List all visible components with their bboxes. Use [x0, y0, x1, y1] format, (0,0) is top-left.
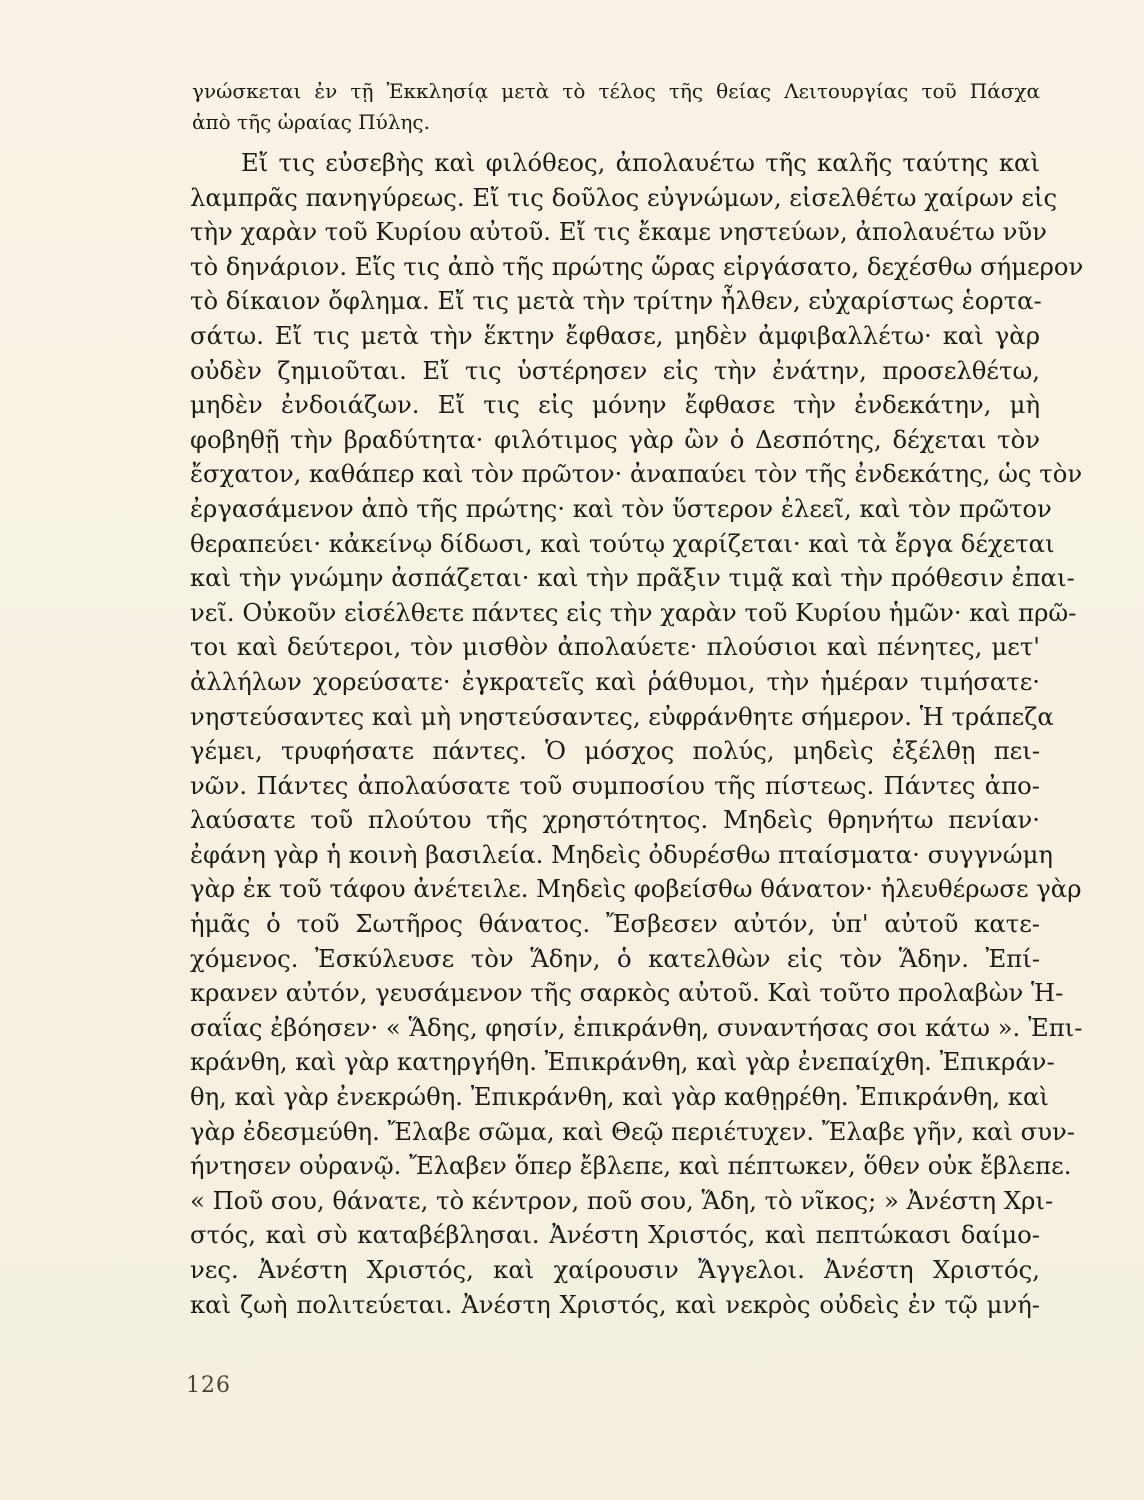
- body-line: κράνθη, καὶ γὰρ κατηργήθη. Ἐπικράνθη, καὶ γὰρ ἐνεπαίχθη. Ἐπικράν-: [190, 1047, 1055, 1077]
- body-line: γὰρ ἐδεσμεύθη. Ἔλαβε σῶμα, καὶ Θεῷ περιέτυχεν. Ἔλαβε γῆν, καὶ συν-: [190, 1116, 1075, 1146]
- body-line: οὐδὲν ζημιοῦται. Εἴ τις ὑστέρησεν εἰς τὴν ἐνάτην, προσελθέτω,: [190, 355, 1040, 385]
- body-line: χόμενος. Ἐσκύλευσε τὸν Ἅδην, ὁ κατελθὼν εἰς τὸν Ἅδην. Ἐπί-: [190, 943, 1040, 973]
- body-line: θη, καὶ γὰρ ἐνεκρώθη. Ἐπικράνθη, καὶ γὰρ καθῃρέθη. Ἐπικράνθη, καὶ: [190, 1082, 1049, 1112]
- body-line: τοι καὶ δεύτεροι, τὸν μισθὸν ἀπολαύετε· πλούσιοι καὶ πένητες, μετ': [190, 632, 1040, 662]
- body-line: ἐργασάμενον ἀπὸ τῆς πρώτης· καὶ τὸν ὕστερον ἐλεεῖ, καὶ τὸν πρῶτον: [190, 493, 1052, 523]
- body-line: τὸ δηνάριον. Εἴς τις ἀπὸ τῆς πρώτης ὥρας εἰργάσατο, δεχέσθω σήμερον: [190, 251, 1084, 281]
- homily-text: [190, 146, 1084, 1322]
- body-line: φοβηθῇ τὴν βραδύτητα· φιλότιμος γὰρ ὢν ὁ Δεσπότης, δέχεται τὸν: [190, 424, 1040, 454]
- body-line: λαύσατε τοῦ πλούτου τῆς χρηστότητος. Μηδεὶς θρηνήτω πενίαν·: [190, 805, 1040, 835]
- body-line: καὶ τὴν γνώμην ἀσπάζεται· καὶ τὴν πρᾶξιν τιμᾷ καὶ τὴν πρόθεσιν ἐπαι-: [190, 563, 1075, 593]
- body-line: σαΐας ἐβόησεν· « Ἅδης, φησίν, ἐπικράνθη, συναντήσας σοι κάτω ». Ἐπι-: [190, 1012, 1083, 1042]
- body-line: τὸ δίκαιον ὄφλημα. Εἴ τις μετὰ τὴν τρίτην ἦλθεν, εὐχαρίστως ἑορτα-: [190, 286, 1042, 316]
- body-line: ἡμᾶς ὁ τοῦ Σωτῆρος θάνατος. Ἔσβεσεν αὐτόν, ὑπ' αὐτοῦ κατε-: [190, 909, 1040, 939]
- body-line: μηδὲν ἐνδοιάζων. Εἴ τις εἰς μόνην ἔφθασε τὴν ἐνδεκάτην, μὴ: [190, 390, 1040, 420]
- body-line: θεραπεύει· κἀκείνῳ δίδωσι, καὶ τούτῳ χαρίζεται· καὶ τὰ ἔργα δέχεται: [190, 528, 1055, 558]
- intro-line: γνώσκεται ἐν τῇ Ἐκκλησίᾳ μετὰ τὸ τέλος τῆς θείας Λειτουργίας τοῦ Πάσχα: [192, 79, 1040, 103]
- body-line: νηστεύσαντες καὶ μὴ νηστεύσαντες, εὐφράνθητε σήμερον. Ἡ τράπεζα: [190, 701, 1054, 731]
- body-line: νῶν. Πάντες ἀπολαύσατε τοῦ συμποσίου τῆς πίστεως. Πάντες ἀπο-: [190, 770, 1040, 800]
- body-line: νεῖ. Οὐκοῦν εἰσέλθετε πάντες εἰς τὴν χαρὰν τοῦ Κυρίου ἡμῶν· καὶ πρῶ-: [190, 597, 1077, 627]
- body-line: γέμει, τρυφήσατε πάντες. Ὁ μόσχος πολύς, μηδεὶς ἐξέλθῃ πει-: [190, 736, 1040, 766]
- body-line: ήντησεν οὐρανῷ. Ἔλαβεν ὅπερ ἔβλεπε, καὶ πέπτωκεν, ὅθεν οὐκ ἔβλεπε.: [190, 1151, 1072, 1181]
- body-line: καὶ ζωὴ πολιτεύεται. Ἀνέστη Χριστός, καὶ νεκρὸς οὐδεὶς ἐν τῷ μνή-: [190, 1289, 1040, 1319]
- body-line: κρανεν αὐτόν, γευσάμενον τῆς σαρκὸς αὐτοῦ. Καὶ τοῦτο προλαβὼν Ἡ-: [190, 978, 1064, 1008]
- body-line: γὰρ ἐκ τοῦ τάφου ἀνέτειλε. Μηδεὶς φοβείσθω θάνατον· ἠλευθέρωσε γὰρ: [190, 874, 1082, 904]
- body-line: νες. Ἀνέστη Χριστός, καὶ χαίρουσιν Ἄγγελοι. Ἀνέστη Χριστός,: [190, 1255, 1040, 1284]
- body-line: ἀλλήλων χορεύσατε· ἐγκρατεῖς καὶ ῥάθυμοι, τὴν ἡμέραν τιμήσατε·: [190, 666, 1040, 696]
- intro-text: [192, 76, 1040, 138]
- body-line: « Ποῦ σου, θάνατε, τὸ κέντρον, ποῦ σου, Ἅδη, τὸ νῖκος; » Ἀνέστη Χρι-: [190, 1185, 1054, 1215]
- body-line: λαμπρᾶς πανηγύρεως. Εἴ τις δοῦλος εὐγνώμων, εἰσελθέτω χαίρων εἰς: [190, 182, 1058, 212]
- body-line: σάτω. Εἴ τις μετὰ τὴν ἕκτην ἔφθασε, μηδὲν ἀμφιβαλλέτω· καὶ γὰρ: [190, 320, 1040, 350]
- page-number: 126: [186, 1373, 231, 1398]
- body-line: στός, καὶ σὺ καταβέβλησαι. Ἀνέστη Χριστός, καὶ πεπτώκασι δαίμο-: [190, 1220, 1040, 1250]
- body-line: Εἴ τις εὐσεβὴς καὶ φιλόθεος, ἀπολαυέτω τῆς καλῆς ταύτης καὶ: [241, 148, 1040, 177]
- body-line: τὴν χαρὰν τοῦ Κυρίου αὐτοῦ. Εἴ τις ἔκαμε νηστεύων, ἀπολαυέτω νῦν: [190, 217, 1047, 247]
- body-line: ἔσχατον, καθάπερ καὶ τὸν πρῶτον· ἀναπαύει τὸν τῆς ἐνδεκάτης, ὡς τὸν: [190, 459, 1083, 489]
- intro-line: ἀπὸ τῆς ὡραίας Πύλης.: [192, 110, 430, 134]
- body-line: ἐφάνη γὰρ ἡ κοινὴ βασιλεία. Μηδεὶς ὀδυρέσθω πταίσματα· συγγνώμη: [190, 839, 1053, 869]
